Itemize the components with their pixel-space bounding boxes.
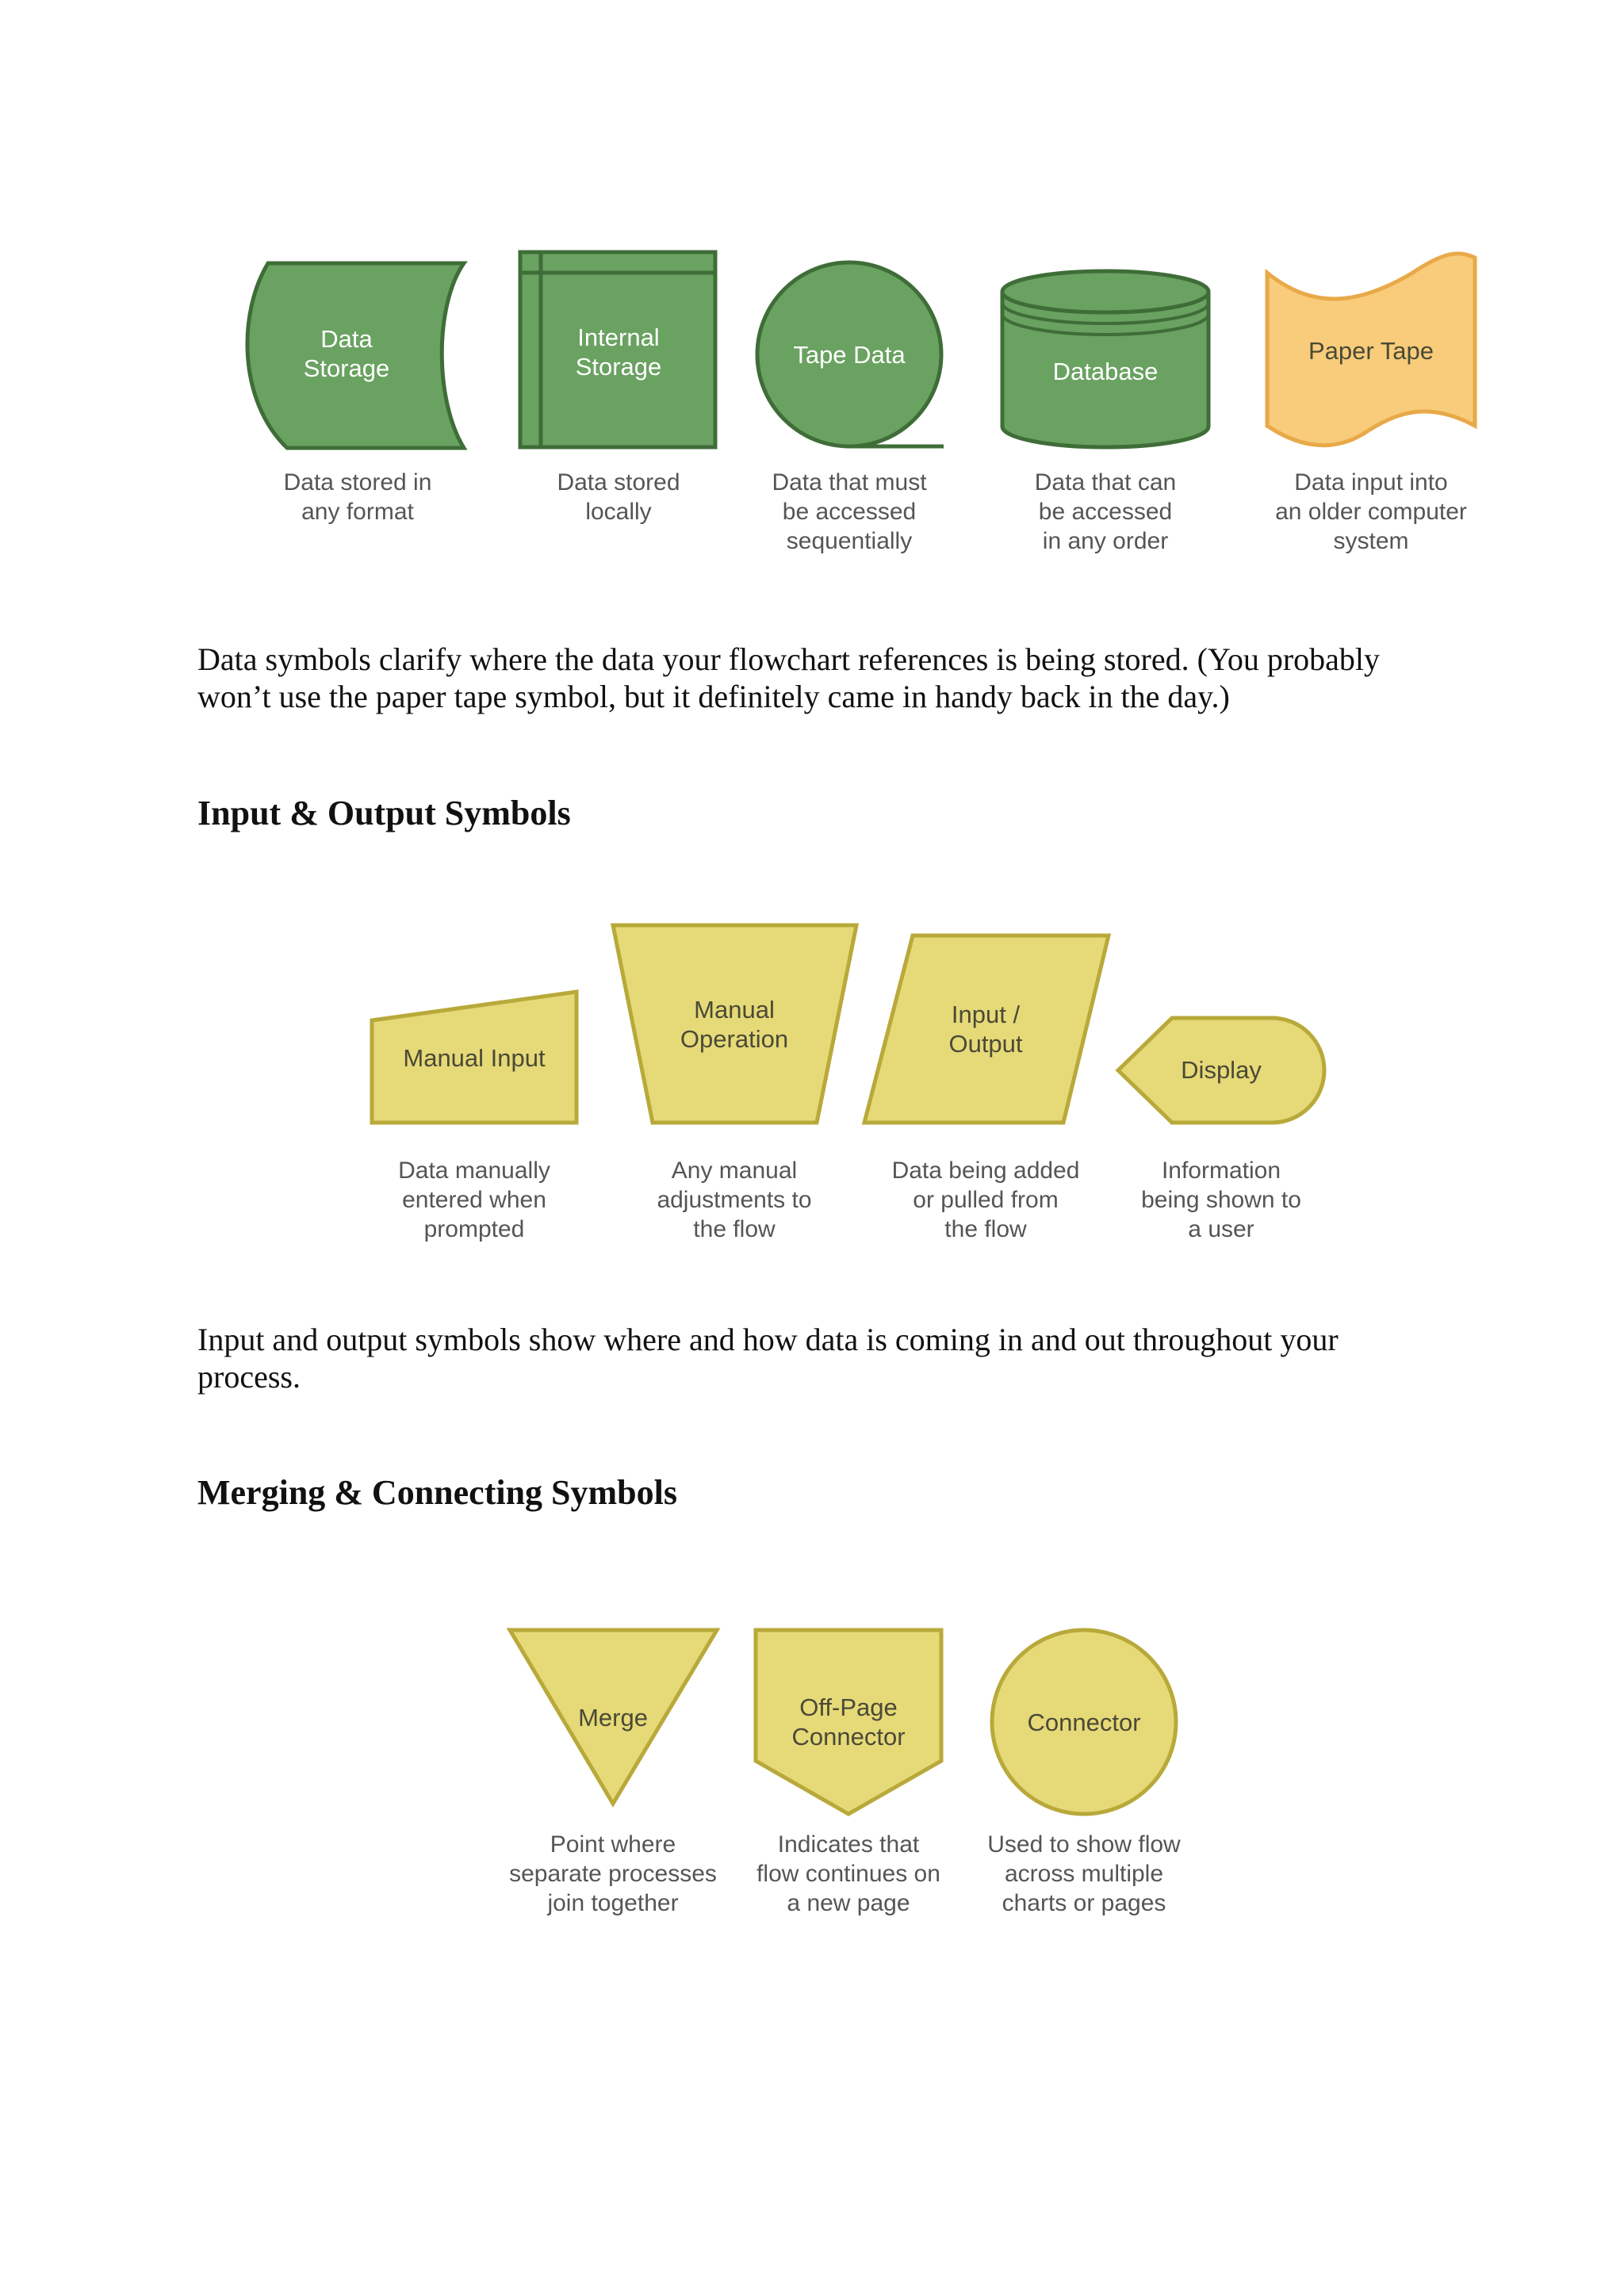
manual-input-caption: Data manually [398, 1158, 550, 1184]
display-caption: a user [1188, 1216, 1254, 1242]
connector-caption: charts or pages [1002, 1890, 1166, 1916]
input-output-caption: Data being added [891, 1158, 1080, 1184]
manual-operation-label: Operation [680, 1025, 789, 1053]
connector-caption: across multiple [1004, 1861, 1164, 1887]
manual-operation-caption: Any manual [671, 1158, 798, 1184]
svg-text:Data stored inany format [284, 469, 432, 525]
off-page-connector-symbol [756, 1630, 941, 1916]
merge-caption: join together [547, 1890, 679, 1916]
display-label: Display [1181, 1056, 1262, 1084]
svg-text:Data being addedor pulled from [892, 1158, 1080, 1242]
internal-storage-label: Internal [577, 323, 660, 351]
data-symbols-paragraph: Data symbols clarify where the data your flowchart references is being stored. (You probably won’t use the paper tape symbol, but it definitely came in handy back in the day.) [197, 641, 1381, 714]
input-output-heading: Input & Output Symbols [197, 794, 571, 832]
display-symbol [1118, 1018, 1324, 1242]
tape-data-caption: sequentially [786, 528, 913, 554]
tape-data-caption: Data that must [772, 469, 927, 496]
data-storage-caption: any format [301, 499, 414, 525]
database-caption: Data that can [1034, 469, 1177, 496]
svg-text:Informationbeing shown toa use [1141, 1158, 1301, 1242]
svg-text:Indicates thatflow continues o [756, 1831, 940, 1916]
off-page-connector-label: Connector [791, 1723, 906, 1751]
merge-label: Merge [578, 1704, 648, 1732]
connector-caption: Used to show flow [987, 1831, 1181, 1858]
data-storage-caption: Data stored in [283, 469, 432, 496]
manual-operation-label: Manual [694, 996, 775, 1024]
paper-tape-caption: Data input into [1294, 469, 1448, 496]
manual-input-caption: prompted [423, 1216, 525, 1242]
paper-tape-caption: system [1333, 528, 1409, 554]
merge-symbol [509, 1630, 717, 1916]
merge-connect-figure [0, 1586, 1624, 1950]
manual-operation-symbol [613, 925, 856, 1242]
merge-caption: Point where [550, 1831, 676, 1858]
input-output-figure [0, 872, 1624, 1269]
tape-data-symbol [757, 262, 944, 554]
paper-tape-symbol [1267, 254, 1475, 554]
display-caption: being shown to [1141, 1187, 1301, 1213]
data-symbols-figure [0, 0, 1624, 587]
database-caption: be accessed [1038, 499, 1173, 525]
merge-caption: separate processes [509, 1861, 717, 1887]
input-output-caption: the flow [944, 1216, 1027, 1242]
svg-text:Data that canbe accessedin any [1035, 469, 1176, 554]
svg-text:Any manualadjustments tothe fl [657, 1158, 811, 1242]
data-storage-label: Storage [303, 354, 390, 382]
io-paragraph: Input and output symbols show where and how data is coming in and out throughout your process. [197, 1322, 1339, 1395]
data-storage-symbol [247, 263, 464, 525]
input-output-label: Input / [951, 1001, 1021, 1028]
svg-text:Used to show flowacross multip [987, 1831, 1181, 1916]
input-output-caption: or pulled from [913, 1187, 1059, 1213]
internal-storage-label: Storage [575, 353, 662, 381]
manual-input-label: Manual Input [403, 1044, 546, 1072]
manual-operation-caption: the flow [693, 1216, 776, 1242]
internal-storage-caption: Data stored [557, 469, 680, 496]
internal-storage-caption: locally [585, 499, 652, 525]
input-output-label: Output [948, 1030, 1023, 1058]
tape-data-caption: be accessed [782, 499, 917, 525]
database-label: Database [1052, 358, 1159, 385]
display-caption: Information [1161, 1158, 1281, 1184]
paper-tape-caption: an older computer [1275, 499, 1467, 525]
off-page-connector-caption: Indicates that [777, 1831, 920, 1858]
data-storage-label: Data [320, 325, 373, 353]
database-symbol [1002, 271, 1208, 554]
svg-text:Data input intoan older comput [1275, 469, 1467, 554]
manual-input-symbol [372, 992, 576, 1242]
manual-input-caption: entered when [402, 1187, 546, 1213]
input-output-symbol [864, 936, 1109, 1242]
tape-data-label: Tape Data [793, 341, 906, 369]
svg-text:Data manuallyentered whenpromp [398, 1158, 550, 1242]
paper-tape-label: Paper Tape [1308, 337, 1434, 365]
connector-symbol [987, 1630, 1181, 1916]
svg-text:Data that mustbe accessedseque [772, 469, 927, 554]
svg-text:Point whereseparate processesj [509, 1831, 717, 1916]
merging-connecting-heading: Merging & Connecting Symbols [197, 1473, 677, 1512]
connector-label: Connector [1027, 1709, 1141, 1736]
manual-operation-caption: adjustments to [657, 1187, 812, 1213]
off-page-connector-label: Off-Page [799, 1693, 898, 1721]
svg-text:Data storedlocally [557, 469, 680, 525]
internal-storage-symbol [520, 252, 715, 525]
database-caption: in any order [1042, 528, 1169, 554]
off-page-connector-caption: a new page [787, 1890, 910, 1916]
off-page-connector-caption: flow continues on [756, 1861, 940, 1887]
